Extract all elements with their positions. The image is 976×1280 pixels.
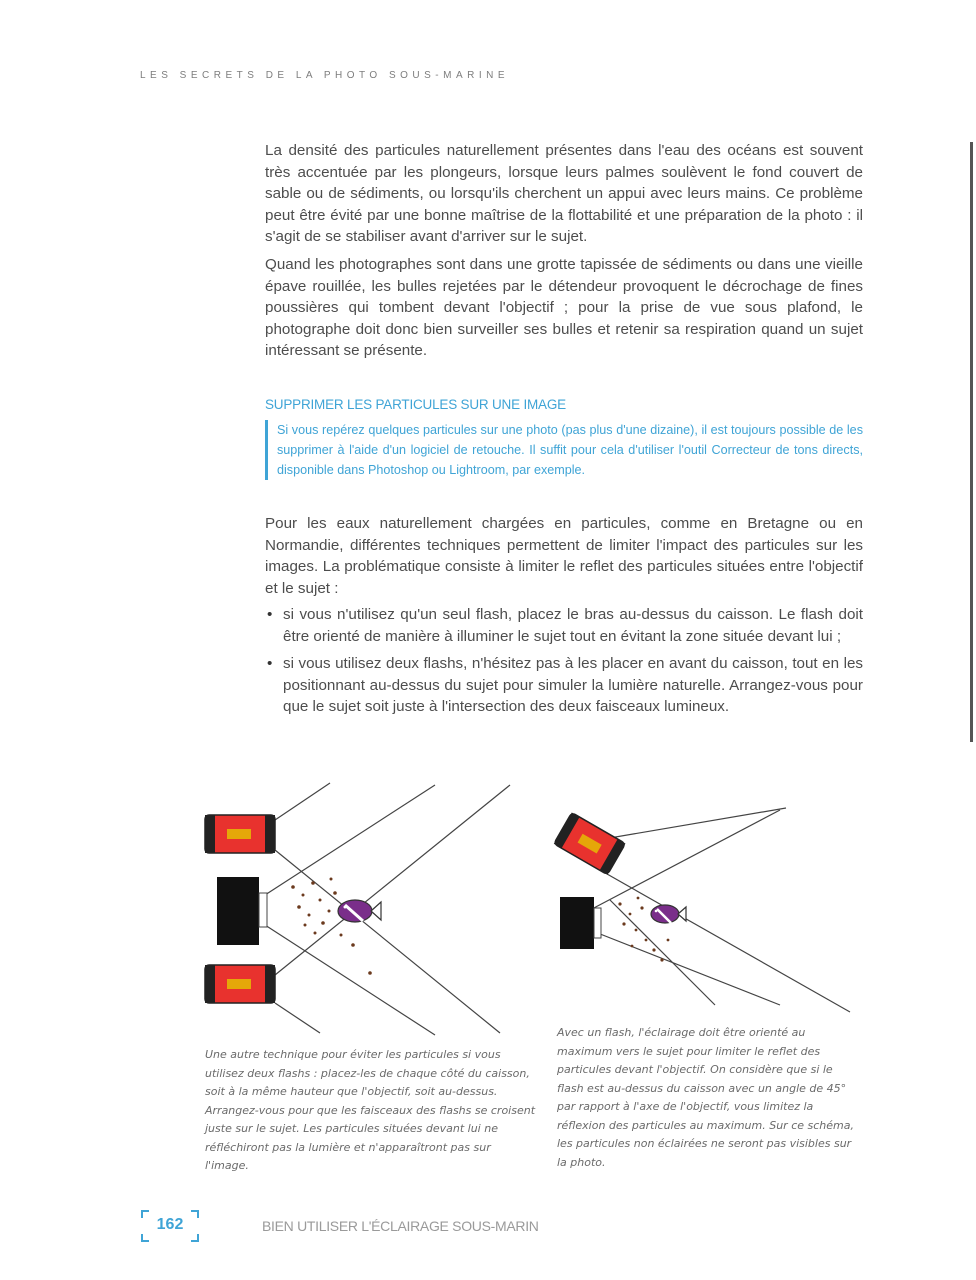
technique-list: [265, 604, 863, 724]
list-item: • si vous n'utilisez qu'un seul flash, placez le bras au-dessus du caisson. Le flash doit être orienté de manière à illuminer le sujet tout en évitant la zone située devant lui ;: [265, 604, 863, 647]
caption-one-flash: Avec un flash, l'éclairage doit être orienté au maximum vers le sujet pour limiter le reflet des particules devant l'objectif. On considère que si le flash est au-dessus du caisson avec un angle de 45° par rapport à l'axe de l'objectif, vous limitez la réflexion des particules au maximum. Sur ce schéma, les particules non éclairées ne seront pas visibles sur la photo.: [557, 1026, 854, 1169]
fish-icon: [338, 900, 381, 922]
tip-heading: SUPPRIMER LES PARTICULES SUR UNE IMAGE: [265, 397, 566, 412]
paragraph-charged-waters: Pour les eaux naturellement chargées en particules, comme en Bretagne ou en Normandie, différentes techniques permettent de limiter l'impact des particules sur les images. La problématique consiste à limiter le reflet des particules situées entre l'objectif et le sujet :: [265, 515, 863, 597]
housing-body: [560, 897, 601, 949]
housing-body: [217, 877, 267, 945]
page-number-box: [141, 1210, 199, 1242]
two-flash-diagram: [195, 775, 525, 1040]
caption-two-flashes: Une autre technique pour éviter les particules si vous utilisez deux flashs : placez-les de chaque côté du caisson, soit à la même hauteur que l'objectif, soit au-dessus. Arrangez-vous pour que les faisceaux des flashs se croisent juste sur le sujet. Les particules situées devant lui ne réfléchiront pas la lumière et n'apparaîtront pas sur l'image.: [205, 1048, 536, 1172]
flash-bottom: [205, 965, 275, 1003]
tip-text: Si vous repérez quelques particules sur une photo (pas plus d'une dizaine), il est toujours possible de les supprimer à l'aide d'un logiciel de retouche. Il suffit pour cela d'utiliser l'outil Correcteur de tons directs, disponible dans Photoshop ou Lightroom, par exemple.: [265, 420, 863, 480]
one-flash-diagram: [550, 800, 870, 1015]
flash-top: [205, 815, 275, 853]
paragraph-particles-density: La densité des particules naturellement présentes dans l'eau des océans est souvent très accentuée par les plongeurs, lorsque leurs palmes soulèvent le fond couvert de sable ou de sédiments, ou lorsqu'ils cherchent un appui avec leurs mains. Ce problème peut être évité par une bonne maîtrise de la flottabilité et une préparation de la photo : il s'agit de se stabiliser avant d'arriver sur le sujet.: [265, 142, 863, 246]
particles: [291, 878, 372, 975]
running-title: LES SECRETS DE LA PHOTO SOUS-MARINE: [140, 70, 510, 81]
margin-rule: [970, 142, 973, 742]
chapter-title: BIEN UTILISER L'ÉCLAIRAGE SOUS-MARIN: [262, 1218, 539, 1234]
fish-icon: [651, 905, 686, 923]
flash-top: [554, 813, 626, 875]
page-number: 162: [156, 1216, 184, 1233]
paragraph-caves: Quand les photographes sont dans une grotte tapissée de sédiments ou dans une vieille épave rouillée, les bulles rejetées par le détendeur provoquent le décrochage de fines poussières qui tombent devant l'objectif ; pour la prise de vue sous plafond, le photographe doit donc bien surveiller ses bulles et retenir sa respiration quand un sujet intéressant se présente.: [265, 256, 863, 360]
list-item: • si vous utilisez deux flashs, n'hésitez pas à les placer en avant du caisson, tout en les positionnant au-dessus du sujet pour simuler la lumière naturelle. Arrangez-vous pour que le sujet soit juste à l'intersection des deux faisceaux lumineux.: [265, 653, 863, 718]
